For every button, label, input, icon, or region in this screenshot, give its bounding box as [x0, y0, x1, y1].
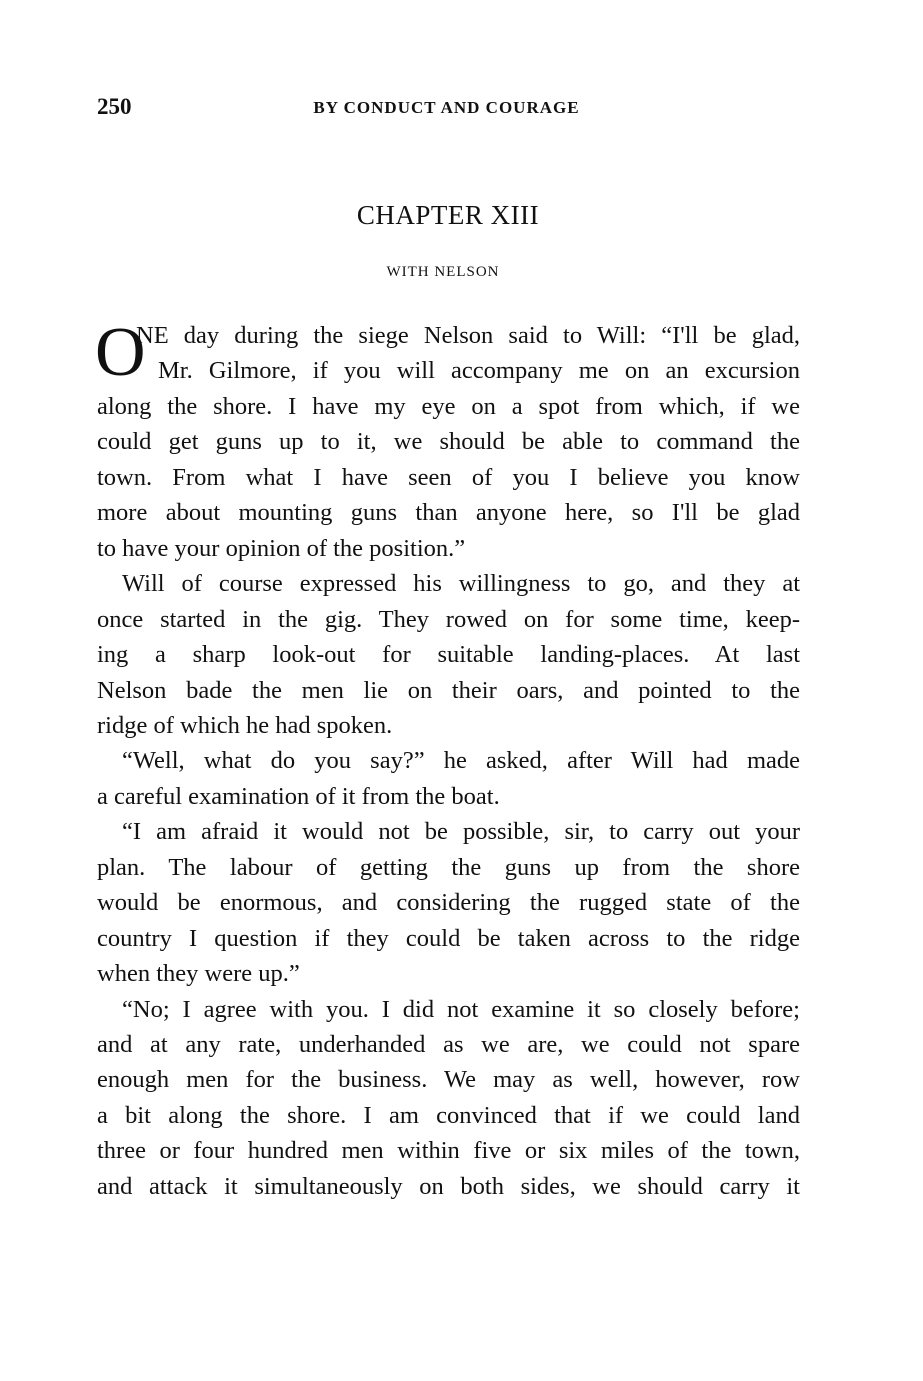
text-line: plan. The labour of getting the guns up from the shore [97, 853, 800, 881]
drop-cap: O [95, 314, 146, 391]
text-line: ridge of which he had spoken. [97, 711, 393, 739]
text-line: and at any rate, underhanded as we are, we could not spare [97, 1031, 800, 1058]
text-line: when they were up.” [97, 960, 300, 988]
text-line: country I question if they could be taken across to the ridge [97, 924, 800, 952]
text-line: Mr. Gilmore, if you will accompany me on an excursion [158, 357, 800, 385]
text-line: ing a sharp look-out for suitable landing-places. At last [97, 641, 800, 669]
text-line: a bit along the shore. I am convinced that if we could land [97, 1101, 800, 1129]
text-line: “Well, what do you say?” he asked, after Will had made [122, 747, 800, 775]
text-line: and attack it simultaneously on both sides, we should carry it [97, 1172, 800, 1200]
text-line: Will of course expressed his willingness to go, and they at [122, 570, 800, 598]
text-line: along the shore. I have my eye on a spot from which, if we [97, 392, 800, 420]
text-line: to have your opinion of the position.” [97, 534, 466, 562]
chapter-title: CHAPTER XIII [356, 200, 540, 230]
text-line: more about mounting guns than anyone here, so I'll be glad [97, 499, 800, 527]
text-line: three or four hundred men within five or six miles of the town, [97, 1137, 800, 1165]
page-number: 250 [97, 94, 132, 119]
text-line: NE day during the siege Nelson said to Will: “I'll be glad, [136, 322, 800, 349]
chapter-subtitle: WITH NELSON [386, 264, 500, 280]
text-line: “I am afraid it would not be possible, sir, to carry out your [122, 818, 800, 846]
text-line: once started in the gig. They rowed on for some time, keep- [97, 605, 800, 633]
text-line: a careful examination of it from the boat. [97, 782, 500, 810]
text-line: could get guns up to it, we should be able to command the [97, 428, 800, 456]
text-line: Nelson bade the men lie on their oars, and pointed to the [97, 676, 800, 704]
text-line: “No; I agree with you. I did not examine it so closely before; [122, 995, 800, 1023]
text-line: town. From what I have seen of you I believe you know [97, 463, 800, 491]
text-line: enough men for the business. We may as well, however, row [97, 1066, 800, 1094]
text-line: would be enormous, and considering the rugged state of the [97, 889, 800, 917]
running-title: BY CONDUCT AND COURAGE [313, 98, 580, 117]
